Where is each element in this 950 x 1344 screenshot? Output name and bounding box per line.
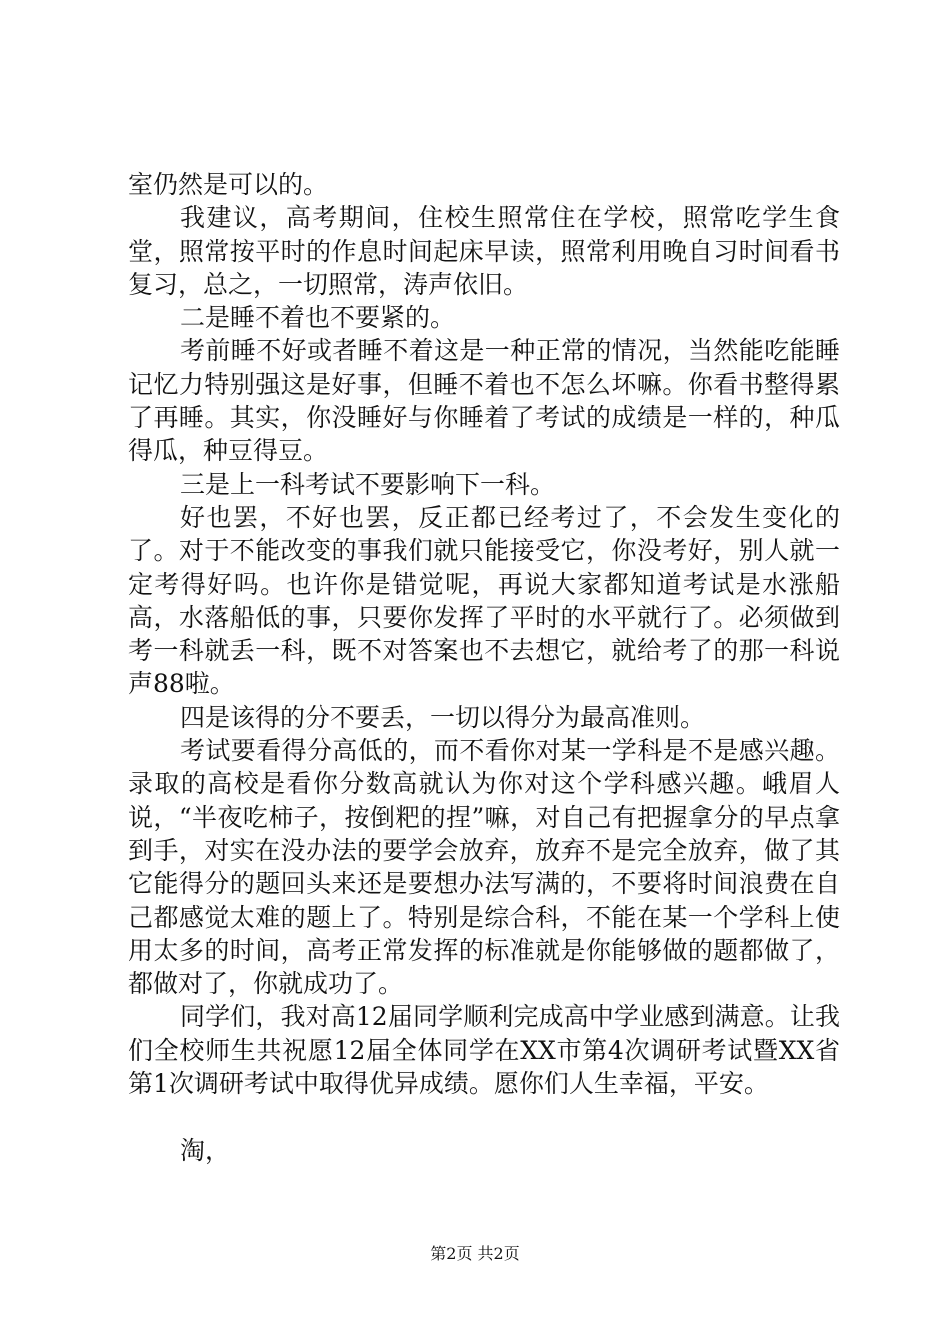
paragraph-heading-four: 四是该得的分不要丢，一切以得分为最高准则。	[180, 702, 706, 732]
document-body	[128, 168, 840, 1168]
paragraph-continued: 室仍然是可以的。	[128, 170, 329, 199]
paragraph-heading-two: 二是睡不着也不要紧的。	[180, 303, 456, 333]
paragraph-heading-three: 三是上一科考试不要影响下一科。	[180, 469, 556, 499]
page-footer: 第2页 共2页	[430, 1244, 520, 1263]
paragraph-scoring: 考试要看得分高低的，而不看你对某一学科是不是感兴趣。录取的高校是看你分数高就认为你对这个学科感兴趣。峨眉人说，“半夜吃柿子，按倒粑的捏”嘛，对自己有把握拿分的早点拿到手，对实在没办法的要学会放弃，放弃不是完全放弃，做了其它能得分的题回头来还是要想办法写满的，不要将时间浪费在自己都感觉太难的题上了。特别是综合科，不能在某一个学科上使用太多的时间，高考正常发挥的标准就是你能够做的题都做了，都做对了，你就成功了。	[128, 736, 840, 999]
paragraph-suggestion: 我建议，高考期间，住校生照常住在学校，照常吃学生食堂，照常按平时的作息时间起床早读，照常利用晚自习时间看书复习，总之，一切照常，涛声依旧。	[128, 203, 840, 299]
paragraph-past-exam: 好也罢，不好也罢，反正都已经考过了，不会发生变化的了。对于不能改变的事我们就只能接受它，你没考好，别人就一定考得好吗。也许你是错觉呢，再说大家都知道考试是水涨船高，水落船低的事，只要你发挥了平时的水平就行了。必须做到考一科就丢一科，既不对答案也不去想它，就给考了的那一科说声88啦。	[128, 502, 840, 699]
paragraph-closing: 同学们，我对高12届同学顺利完成高中学业感到满意。让我们全校师生共祝愿12届全体同学在XX市第4次调研考试暨XX省第1次调研考试中取得优异成绩。愿你们人生幸福，平安。	[128, 1002, 840, 1099]
paragraph-signoff: 淘，	[180, 1136, 231, 1166]
paragraph-sleep: 考前睡不好或者睡不着这是一种正常的情况，当然能吃能睡记忆力特别强这是好事，但睡不着也不怎么坏嘛。你看书整得累了再睡。其实，你没睡好与你睡着了考试的成绩是一样的，种瓜得瓜，种豆得豆。	[128, 336, 840, 466]
